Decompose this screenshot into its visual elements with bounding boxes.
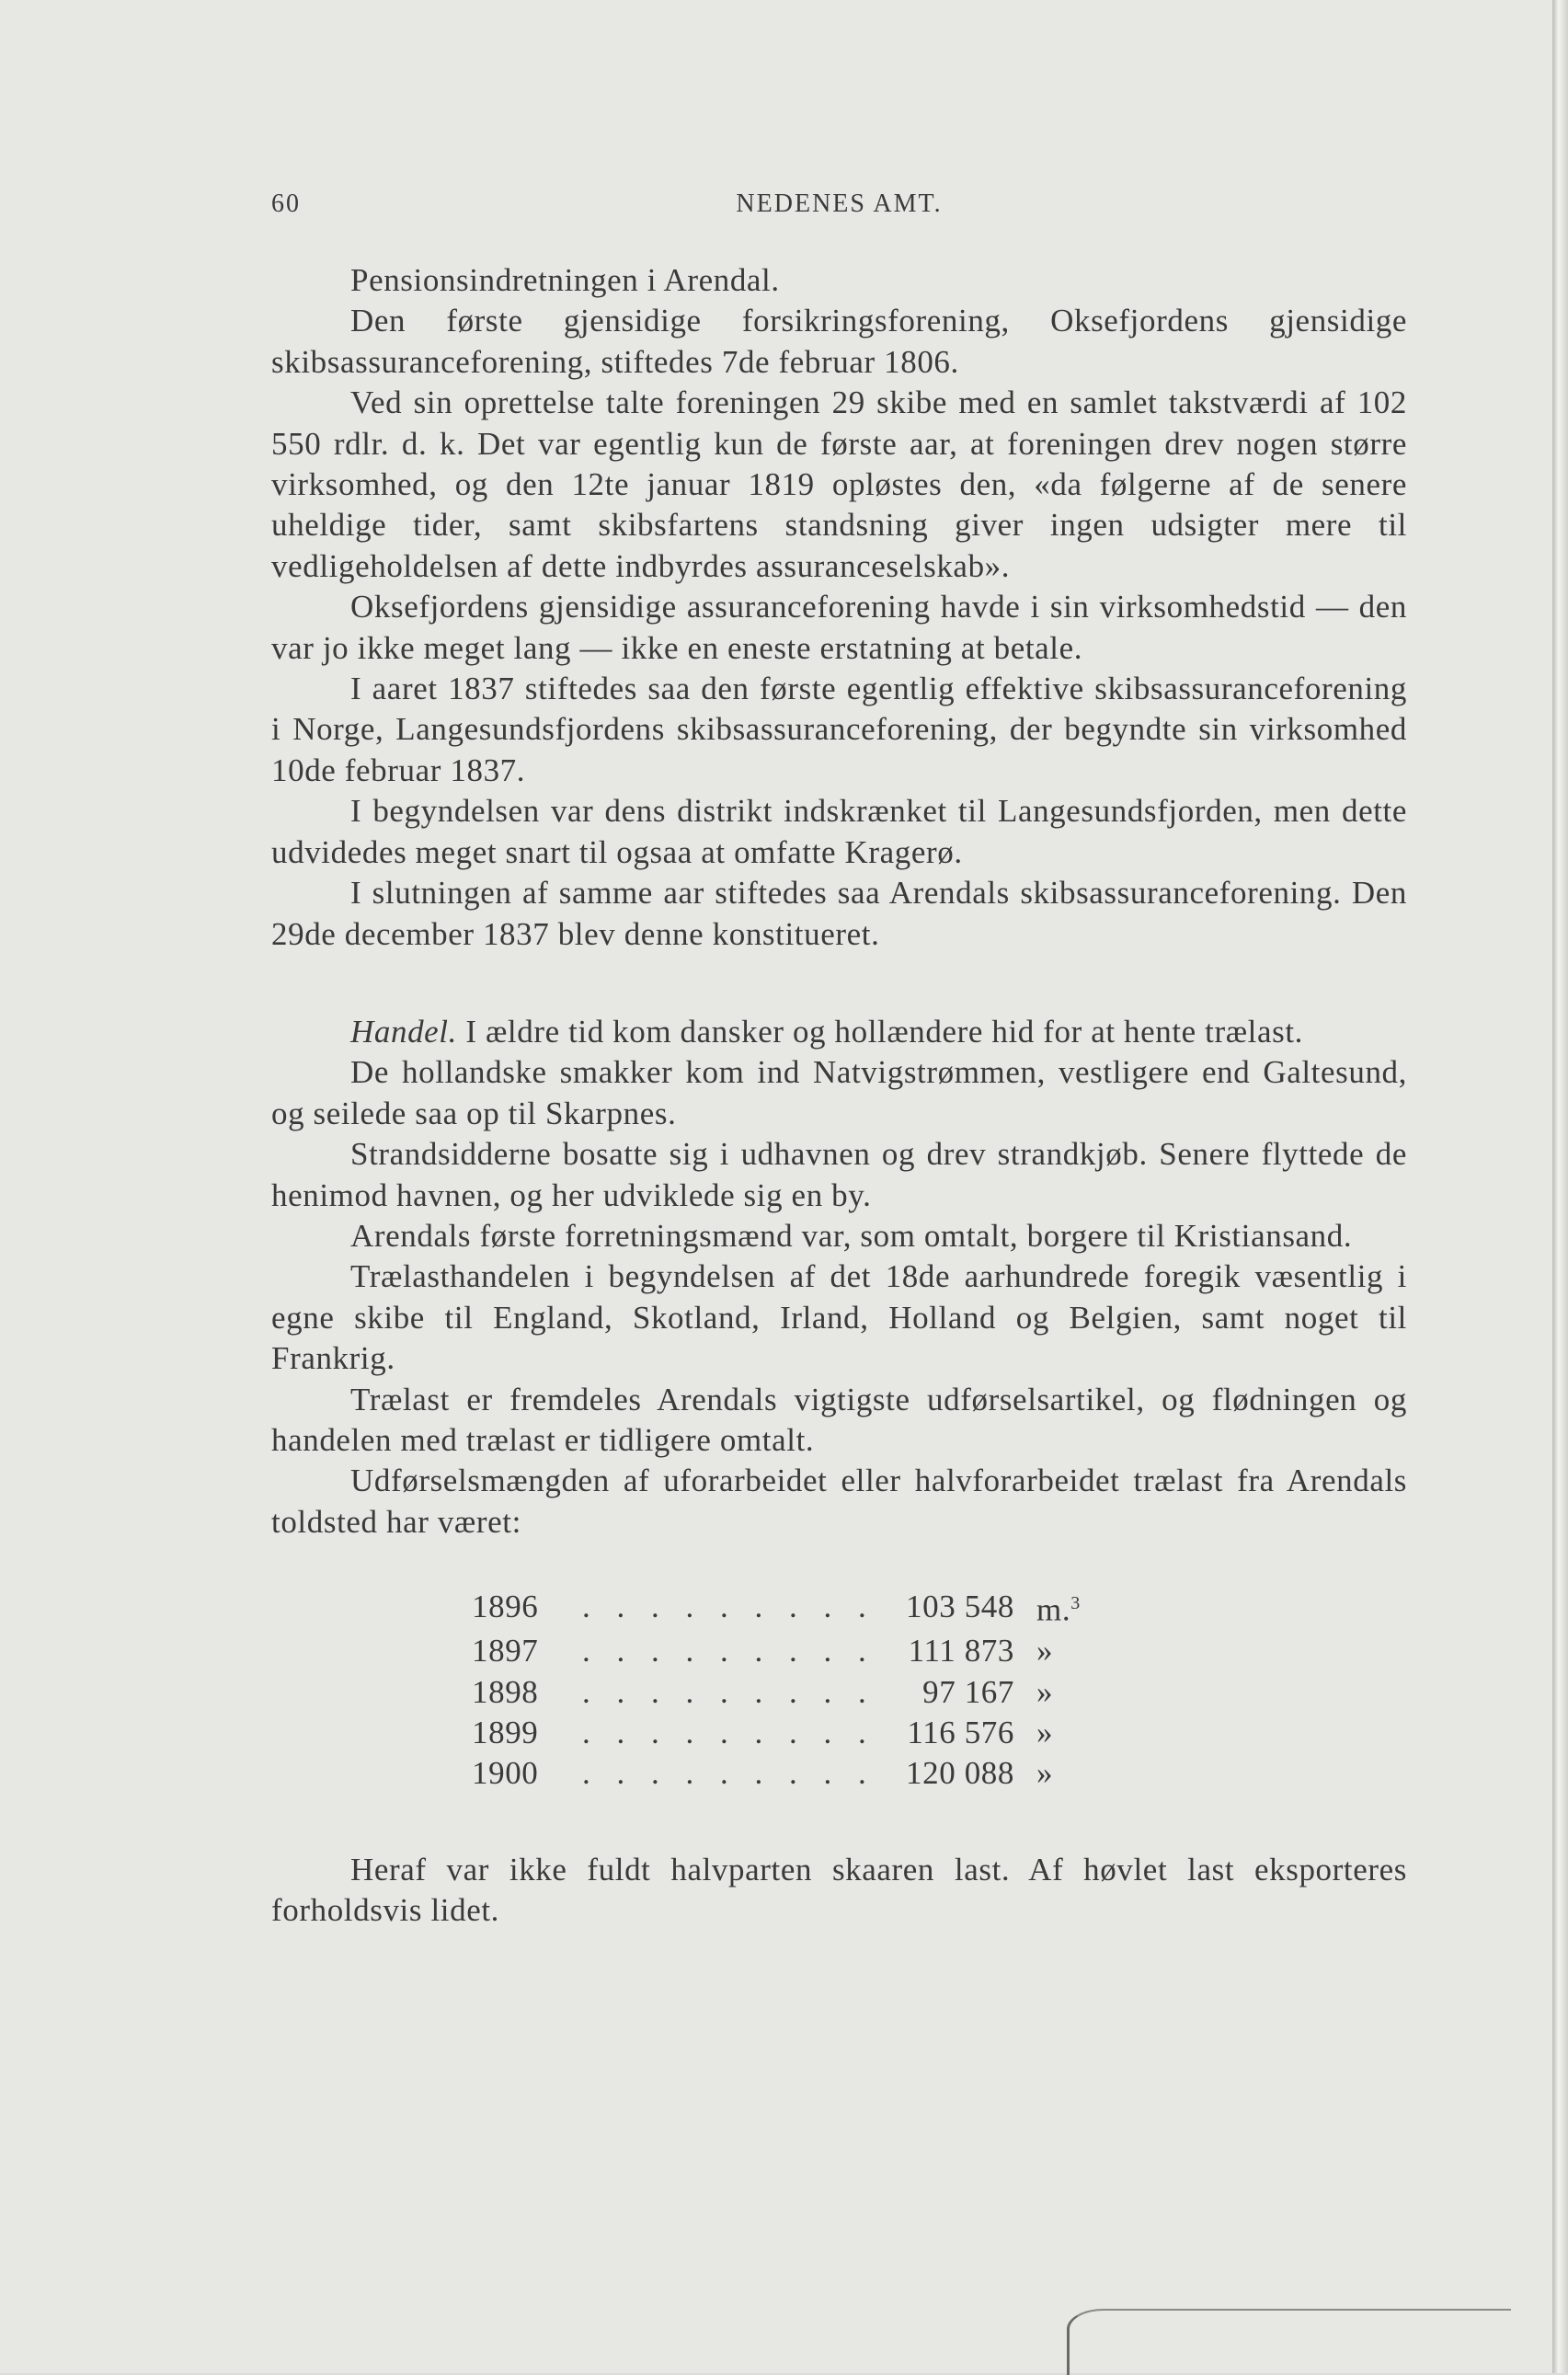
dot-leader: . . . . . . . . . <box>582 1715 876 1751</box>
table-row <box>472 1631 1081 1671</box>
page-edge <box>1552 0 1568 2373</box>
unit-base: m. <box>1036 1591 1071 1628</box>
page-number: 60 <box>271 189 301 218</box>
paragraph-handel <box>271 1012 1407 1052</box>
unit-superscript: 3 <box>1070 1593 1081 1614</box>
year-cell: 1899 <box>472 1715 539 1751</box>
value-cell: 111 873 <box>908 1633 1014 1669</box>
value-cell: 103 548 <box>906 1589 1014 1625</box>
paragraph: Trælasthandelen i begyndelsen af det 18de aarhundrede foregik væsentlig i egne skibe til England, Skotland, Irland, Holland og Belgien, samt noget til Frankrig. <box>271 1258 1407 1377</box>
handel-first-sentence: I ældre tid kom dansker og hollændere hid for at hente trælast. <box>465 1013 1304 1050</box>
table-row <box>472 1753 1081 1794</box>
dot-leader: . . . . . . . . . <box>582 1755 876 1792</box>
paragraph: Oksefjordens gjensidige assuranceforening havde i sin virksomhedstid — den var jo ikke meget lang — ikke en eneste erstatning at betale. <box>271 589 1407 666</box>
paper-fold-mark <box>1067 2309 1511 2375</box>
paragraph: De hollandske smakker kom ind Natvigstrømmen, vestligere end Galtesund, og seilede saa op til Skarpnes. <box>271 1054 1407 1131</box>
paragraph: Strandsidderne bosatte sig i udhavnen og drev strandkjøb. Senere flyttede de henimod havnen, og her udviklede sig en by. <box>271 1136 1407 1213</box>
dot-leader: . . . . . . . . . <box>582 1589 876 1625</box>
paragraph: I slutningen af samme aar stiftedes saa Arendals skibsassuranceforening. Den 29de december 1837 blev denne konstitueret. <box>271 875 1407 952</box>
dot-leader: . . . . . . . . . <box>582 1673 876 1710</box>
body-text <box>271 260 1407 1932</box>
ditto-mark: » <box>1036 1715 1054 1751</box>
dot-leader: . . . . . . . . . <box>582 1633 876 1669</box>
value-cell: 120 088 <box>906 1755 1014 1792</box>
ditto-mark: » <box>1036 1633 1054 1669</box>
year-cell: 1897 <box>472 1633 539 1669</box>
paragraph-pension: Pensionsindretningen i Arendal. <box>350 262 780 298</box>
section-heading-handel: Handel. <box>350 1013 457 1050</box>
paragraph: Udførselsmængden af uforarbeidet eller halvforarbeidet trælast fra Arendals toldsted har været: <box>271 1463 1407 1540</box>
year-cell: 1900 <box>472 1755 539 1792</box>
paragraph: Arendals første forretningsmænd var, som omtalt, borgere til Kristiansand. <box>350 1217 1353 1254</box>
paragraph: I aaret 1837 stiftedes saa den første egentlig effektive skibsassuranceforening i Norge, Langesundsfjordens skibsassuranceforening, der begyndte sin virksomhed 10de februar 1837. <box>271 671 1407 788</box>
paragraph: I begyndelsen var dens distrikt indskrænket til Langesundsfjorden, men dette udvidedes meget snart til ogsaa at omfatte Kragerø. <box>271 793 1407 870</box>
value-cell: 116 576 <box>907 1715 1014 1751</box>
table-row <box>472 1713 1081 1753</box>
ditto-mark: » <box>1036 1755 1054 1792</box>
paragraph: Trælast er fremdeles Arendals vigtigste udførselsartikel, og flødningen og handelen med trælast er tidligere omtalt. <box>271 1381 1407 1458</box>
year-cell: 1898 <box>472 1673 539 1710</box>
paragraph-closing: Heraf var ikke fuldt halvparten skaaren last. Af høvlet last eksporteres forholdsvis lidet. <box>271 1851 1407 1929</box>
ditto-mark: » <box>1036 1673 1054 1710</box>
export-table <box>472 1583 1081 1795</box>
running-head: NEDENES AMT. <box>736 189 943 218</box>
year-cell: 1896 <box>472 1589 539 1625</box>
paragraph: Ved sin oprettelse talte foreningen 29 skibe med en samlet takstværdi af 102 550 rdlr. d. k. Det var egentlig kun de første aar, at foreningen drev nogen større virksomhed, og den 12te januar 1819 opløstes den, «da følgerne af de senere uheldige tider, samt skibsfartens standsning giver ingen udsigter mere til vedligeholdelsen af dette indbyrdes assuranceselskab». <box>271 384 1407 584</box>
table-row <box>472 1672 1081 1713</box>
value-cell: 97 167 <box>922 1673 1014 1710</box>
unit-cell <box>1014 1583 1081 1631</box>
paragraph: Den første gjensidige forsikringsforening, Oksefjordens gjensidige skibsassuranceforening, stiftedes 7de februar 1806. <box>271 303 1407 380</box>
table-row <box>472 1583 1081 1631</box>
